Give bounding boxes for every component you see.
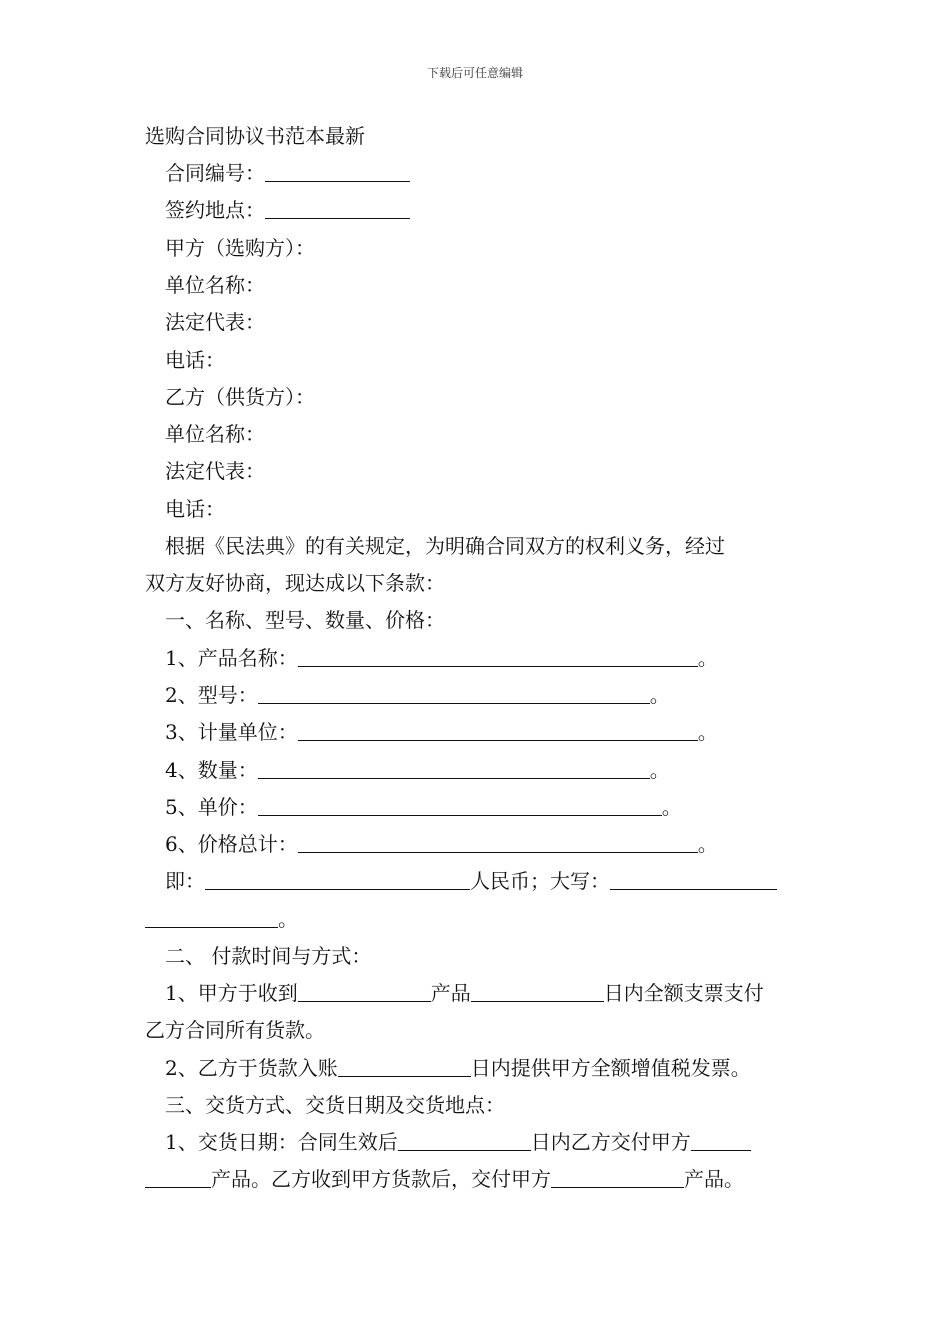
delivery-item-1-line-2 xyxy=(145,1165,744,1193)
item-blank[interactable] xyxy=(298,830,698,853)
delivery-text-d: 产品。 xyxy=(684,1167,744,1191)
item-label: 1、产品名称： xyxy=(165,646,298,670)
item-total-price xyxy=(165,830,718,858)
intro-line-2: 双方友好协商，现达成以下条款： xyxy=(145,571,445,595)
total-amount-line-2 xyxy=(145,905,298,933)
delivery-item-1 xyxy=(165,1128,751,1156)
payment-text-a: 1、甲方于收到 xyxy=(165,981,298,1005)
item-period: 。 xyxy=(661,795,682,819)
item-blank[interactable] xyxy=(258,793,662,816)
item-label: 5、单价： xyxy=(165,795,258,819)
item-unit-price xyxy=(165,793,682,821)
sign-place-label: 签约地点： xyxy=(165,198,265,222)
item-blank[interactable] xyxy=(258,756,650,779)
item-period: 。 xyxy=(649,758,670,782)
total-prefix: 即： xyxy=(165,869,205,893)
delivery-blank-3[interactable] xyxy=(551,1165,684,1188)
payment2-text-b: 日内提供甲方全额增值税发票。 xyxy=(470,1056,751,1080)
payment-text-c: 日内全额支票支付 xyxy=(603,981,764,1005)
item-period: 。 xyxy=(697,720,718,744)
delivery-blank-2[interactable] xyxy=(691,1128,751,1151)
item-period: 。 xyxy=(697,832,718,856)
section3-heading: 三、交货方式、交货日期及交货地点： xyxy=(165,1093,505,1117)
payment-item-1-line-2: 乙方合同所有货款。 xyxy=(145,1018,325,1042)
item-product-name xyxy=(165,644,718,672)
total-end: 。 xyxy=(278,907,298,931)
total-uppercase-blank[interactable] xyxy=(610,867,777,890)
party-a-rep: 法定代表： xyxy=(165,310,265,334)
item-label: 2、型号： xyxy=(165,683,258,707)
total-numeric-blank[interactable] xyxy=(205,867,470,890)
delivery-blank-2-cont[interactable] xyxy=(145,1165,211,1188)
section1-heading: 一、名称、型号、数量、价格： xyxy=(165,608,445,632)
document-title: 选购合同协议书范本最新 xyxy=(145,124,365,148)
item-blank[interactable] xyxy=(298,644,698,667)
party-b-rep: 法定代表： xyxy=(165,459,265,483)
item-unit xyxy=(165,718,718,746)
payment2-blank[interactable] xyxy=(338,1054,471,1077)
item-label: 6、价格总计： xyxy=(165,832,298,856)
delivery-text-b: 日内乙方交付甲方 xyxy=(530,1130,691,1154)
item-quantity xyxy=(165,756,670,784)
item-blank[interactable] xyxy=(258,681,650,704)
payment-text-b: 产品 xyxy=(430,981,471,1005)
total-mid: 人民币；大写： xyxy=(470,869,610,893)
party-a-phone: 电话： xyxy=(165,348,225,372)
delivery-blank-1[interactable] xyxy=(398,1128,531,1151)
item-label: 3、计量单位： xyxy=(165,720,298,744)
section2-heading: 二、 付款时间与方式： xyxy=(165,944,372,968)
payment-blank-2[interactable] xyxy=(471,979,604,1002)
total-uppercase-blank-cont[interactable] xyxy=(145,905,278,928)
party-a-unit: 单位名称： xyxy=(165,273,265,297)
payment-item-1 xyxy=(165,979,764,1007)
item-model xyxy=(165,681,670,709)
item-period: 。 xyxy=(697,646,718,670)
header-note: 下载后可任意编辑 xyxy=(426,66,523,80)
party-b-heading: 乙方（供货方）： xyxy=(165,385,315,409)
contract-number-line xyxy=(165,159,410,187)
delivery-text-c: 产品。乙方收到甲方货款后，交付甲方 xyxy=(211,1167,551,1191)
payment-item-2 xyxy=(165,1054,751,1082)
sign-place-blank[interactable] xyxy=(265,196,410,219)
delivery-text-a: 1、交货日期：合同生效后 xyxy=(165,1130,398,1154)
contract-number-blank[interactable] xyxy=(265,159,410,182)
payment-blank-1[interactable] xyxy=(298,979,431,1002)
party-b-phone: 电话： xyxy=(165,497,225,521)
item-label: 4、数量： xyxy=(165,758,258,782)
item-period: 。 xyxy=(649,683,670,707)
sign-place-line xyxy=(165,196,410,224)
intro-line-1: 根据《民法典》的有关规定，为明确合同双方的权利义务，经过 xyxy=(165,534,725,558)
contract-number-label: 合同编号： xyxy=(165,161,265,185)
party-a-heading: 甲方（选购方）： xyxy=(165,236,315,260)
total-amount-line xyxy=(165,867,777,895)
payment2-text-a: 2、乙方于货款入账 xyxy=(165,1056,338,1080)
item-blank[interactable] xyxy=(298,718,698,741)
party-b-unit: 单位名称： xyxy=(165,422,265,446)
